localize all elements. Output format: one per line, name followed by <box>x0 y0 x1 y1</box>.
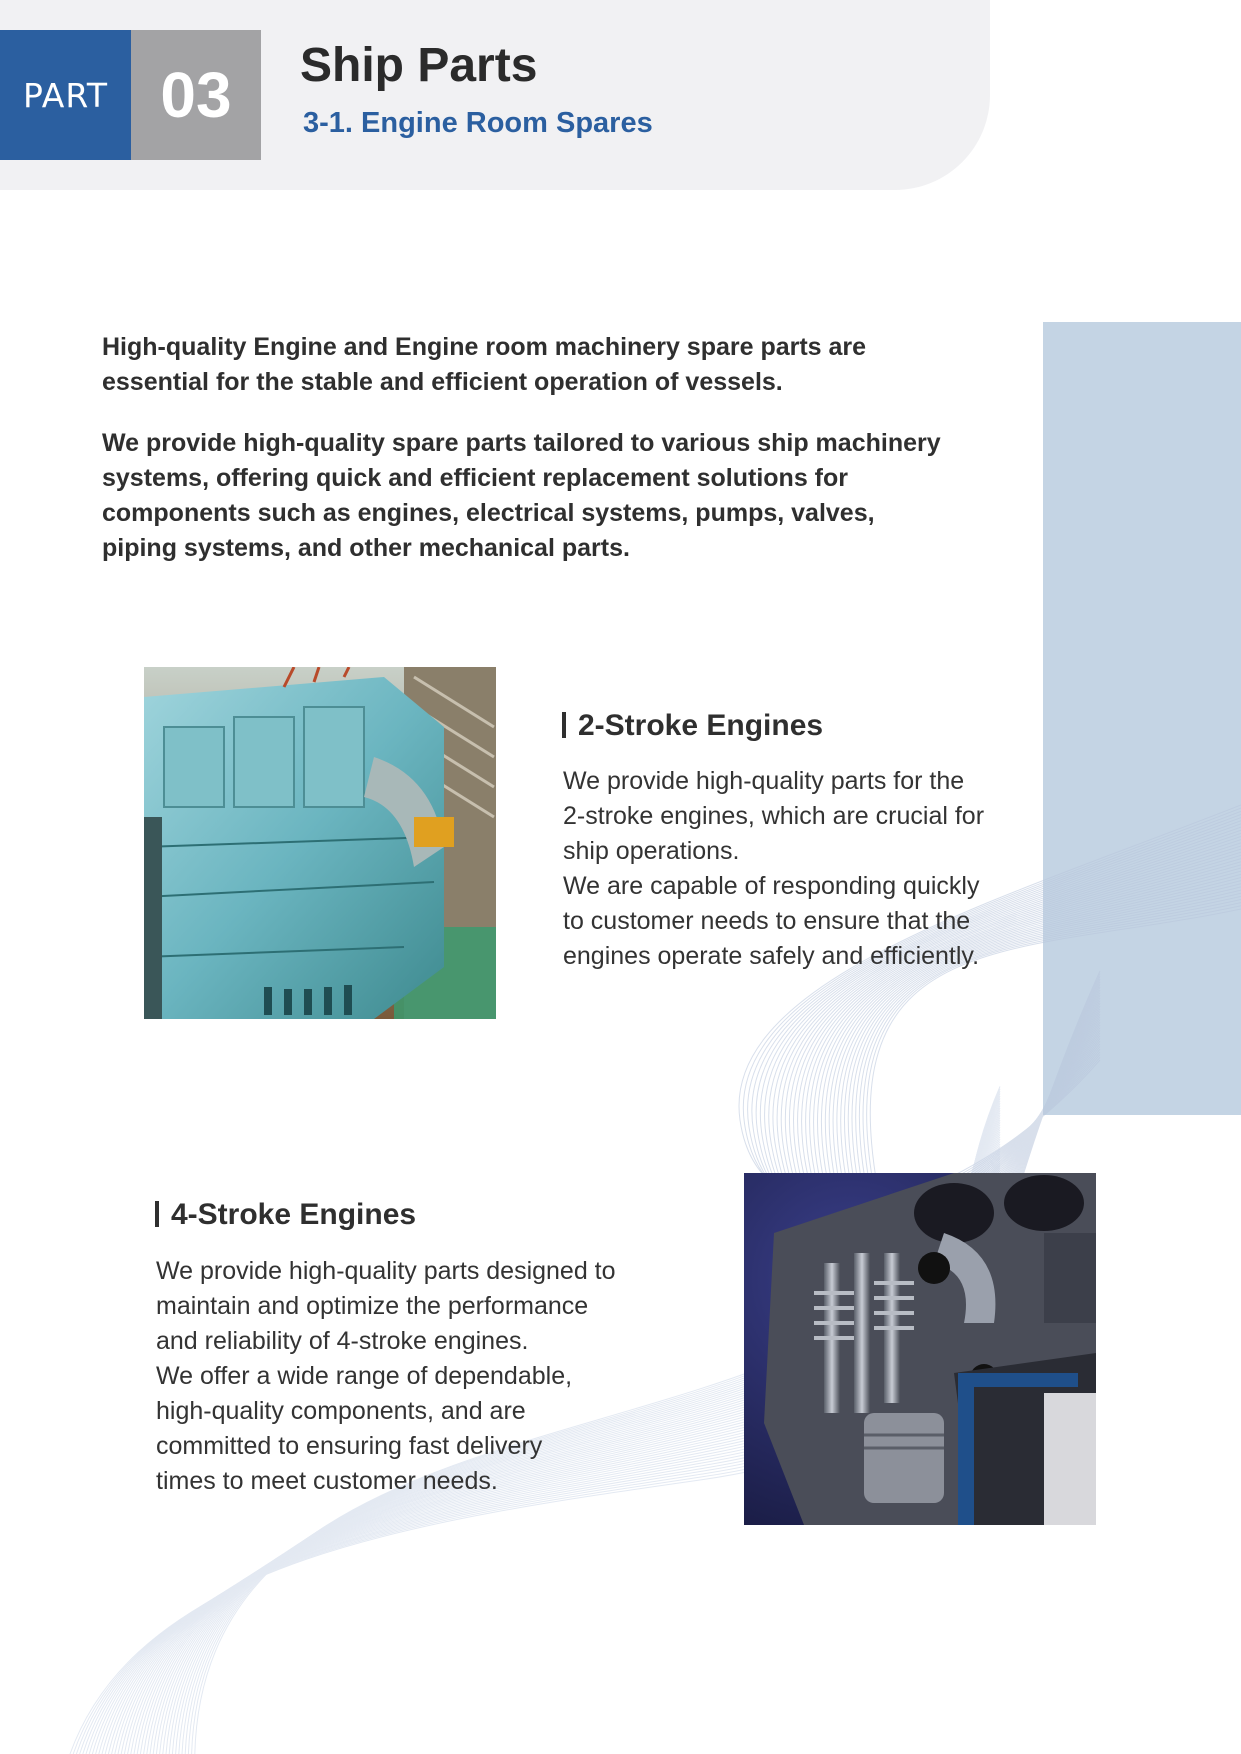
intro-line: piping systems, and other mechanical parts. <box>102 534 630 562</box>
intro-paragraph-2 <box>102 426 982 566</box>
body-line: We are capable of responding quickly <box>563 872 980 900</box>
part-label: PART <box>22 75 109 115</box>
body-line: We provide high-quality parts designed to <box>156 1257 616 1285</box>
body-line: We provide high-quality parts for the <box>563 767 965 795</box>
body-line: times to meet customer needs. <box>156 1467 498 1495</box>
intro-line: systems, offering quick and efficient replacement solutions for <box>102 464 848 492</box>
intro-text <box>102 330 982 592</box>
intro-line: components such as engines, electrical systems, pumps, valves, <box>102 499 875 527</box>
body-line: ship operations. <box>563 837 740 865</box>
four-stroke-engine-photo <box>744 1173 1096 1525</box>
section-body-4-stroke <box>156 1254 656 1499</box>
intro-line: We provide high-quality spare parts tailored to various ship machinery <box>102 429 941 457</box>
section-title-4-stroke <box>155 1198 416 1232</box>
body-line: maintain and optimize the performance <box>156 1292 589 1320</box>
two-stroke-engine-photo <box>144 667 496 1019</box>
body-line: and reliability of 4-stroke engines. <box>156 1327 529 1355</box>
title-bar <box>562 712 566 738</box>
body-line: We offer a wide range of dependable, <box>156 1362 573 1390</box>
part-number: 03 <box>160 59 232 131</box>
body-line: committed to ensuring fast delivery <box>156 1432 543 1460</box>
body-line: high-quality components, and are <box>156 1397 526 1425</box>
section-title-2-stroke <box>562 709 823 743</box>
intro-line: essential for the stable and efficient operation of vessels. <box>102 368 783 396</box>
page-title: Ship Parts <box>300 39 538 92</box>
body-line: engines operate safely and efficiently. <box>563 942 980 970</box>
body-line: to customer needs to ensure that the <box>563 907 971 935</box>
section-title-text: 2-Stroke Engines <box>578 709 824 742</box>
intro-paragraph-1 <box>102 330 982 400</box>
section-title-text: 4-Stroke Engines <box>171 1198 417 1231</box>
intro-line: High-quality Engine and Engine room machinery spare parts are <box>102 333 867 361</box>
title-bar <box>155 1201 159 1227</box>
page-subtitle: 3-1. Engine Room Spares <box>303 107 653 139</box>
body-line: 2-stroke engines, which are crucial for <box>563 802 985 830</box>
section-body-2-stroke <box>563 764 1013 974</box>
